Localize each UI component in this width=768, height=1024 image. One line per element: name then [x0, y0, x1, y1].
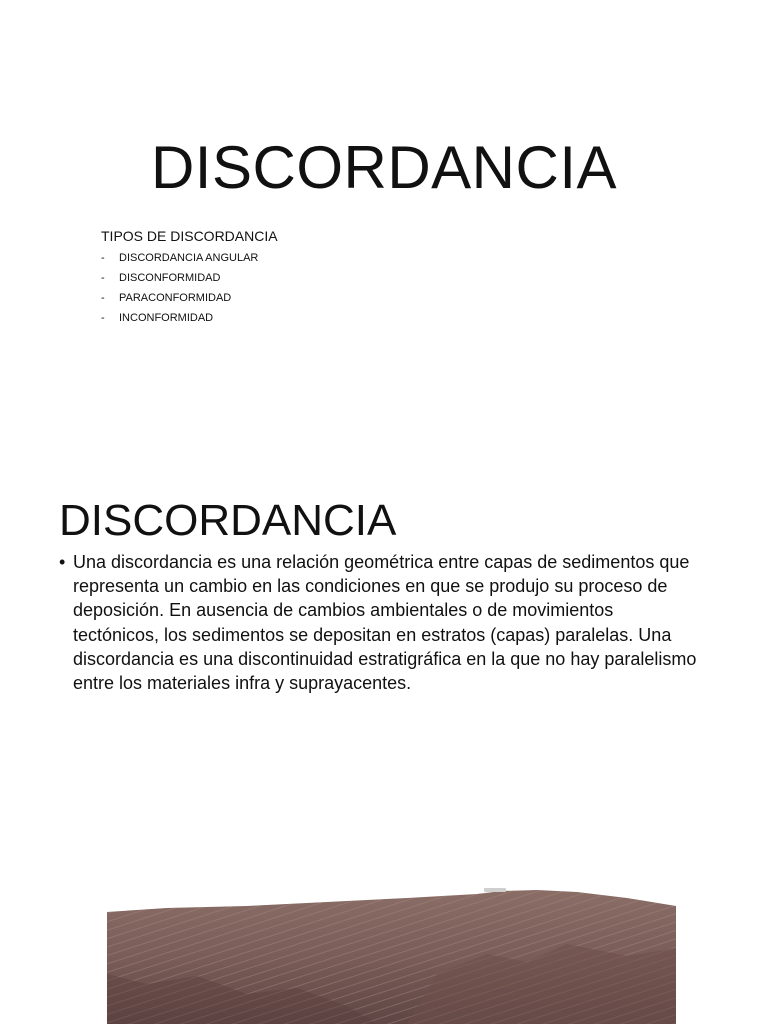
hillside-photo: [107, 884, 676, 1024]
list-item: [101, 308, 258, 328]
types-list: [101, 248, 258, 328]
dash-icon: -: [101, 312, 105, 324]
list-item-label: DISCORDANCIA ANGULAR: [119, 252, 259, 264]
list-item: [101, 288, 258, 308]
bullet-paragraph: [59, 550, 699, 695]
list-item-label: PARACONFORMIDAD: [119, 292, 232, 304]
dash-icon: -: [101, 252, 105, 264]
types-heading: TIPOS DE DISCORDANCIA: [101, 228, 278, 244]
bullet-text: Una discordancia es una relación geométrica entre capas de sedimentos que representa un cambio en las condiciones en que se produjo su proceso de deposición. En ausencia de cambios ambientales o de movimientos tectónicos, los sedimentos se depositan en estratos (capas) paralelas. Una discordancia es una discontinuidad estratigráfica en la que no hay paralelismo entre los materiales infra y suprayacentes.: [73, 552, 697, 694]
list-item-label: INCONFORMIDAD: [119, 312, 214, 324]
slide-title: DISCORDANCIA: [150, 134, 618, 202]
list-item: [101, 248, 258, 268]
list-item: [101, 268, 258, 288]
bullet-icon: •: [59, 552, 66, 572]
dash-icon: -: [101, 272, 105, 284]
slide-title: DISCORDANCIA: [59, 495, 397, 545]
vehicle-icon: [484, 888, 506, 892]
list-item-label: DISCONFORMIDAD: [119, 272, 221, 284]
dash-icon: -: [101, 292, 105, 304]
